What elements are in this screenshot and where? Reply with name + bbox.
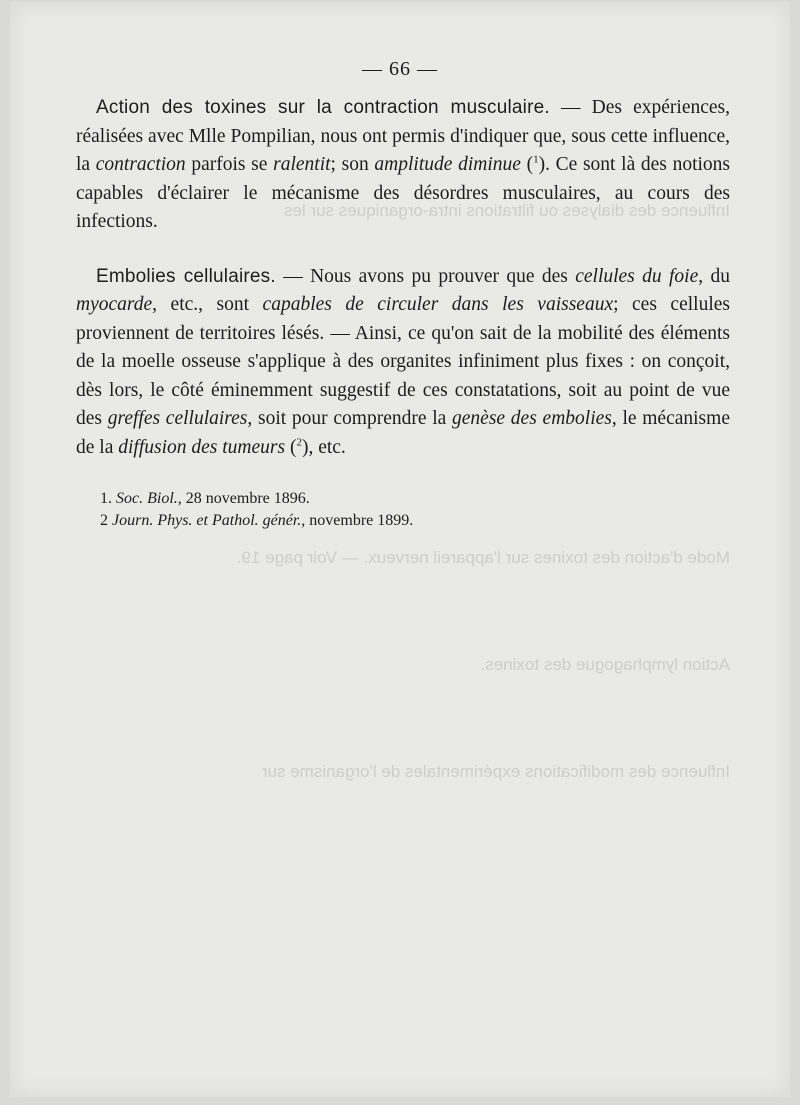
footnote-source: Soc. Biol. xyxy=(116,490,178,507)
footnote-text: , novembre 1899. xyxy=(301,512,414,529)
show-through-line: Action lymphagogue des toxines. xyxy=(480,655,730,674)
italic-term: cellules du foie xyxy=(575,265,699,287)
body-text: ( xyxy=(285,436,297,458)
body-text: , le mécanisme de la xyxy=(76,408,730,458)
italic-term: contraction xyxy=(95,154,186,175)
italic-term: amplitude diminue xyxy=(374,154,521,175)
footnote-reference: 2 xyxy=(296,436,302,448)
footnote-source: Journ. Phys. et Pathol. génér. xyxy=(112,512,302,529)
body-text: ( xyxy=(520,154,534,175)
show-through-line: Influence des dialyses ou filtrations intra-organiques sur les xyxy=(283,201,730,220)
body-text: ). Ce sont là des notions capables d'éclairer le mécanisme des désordres musculaires, au cours des infections. xyxy=(76,154,730,232)
page-body xyxy=(76,94,730,532)
italic-term: capables de circuler dans les vaisseaux xyxy=(262,294,614,315)
footnote xyxy=(100,510,730,532)
footnote-text: , 28 novembre 1896. xyxy=(177,490,310,507)
italic-term: diffusion des tumeurs xyxy=(118,436,286,458)
body-text: — Des expériences, réalisées avec Mlle Pompilian, nous ont permis d'indiquer que, sous cette influence, la xyxy=(76,97,730,175)
footnote-reference: 1 xyxy=(533,153,539,166)
show-through-line: Mode d'action des toxines sur l'appareil nerveux. — Voir page 19. xyxy=(236,548,730,567)
page-number: — 66 — xyxy=(362,58,438,80)
footnote-marker: 2 xyxy=(100,512,108,529)
italic-term: ralentit xyxy=(273,154,331,175)
italic-term: myocarde xyxy=(76,294,153,315)
body-text: ), etc. xyxy=(301,436,346,458)
section-heading: Embolies cellulaires. xyxy=(96,265,276,287)
paragraph-toxines-contraction xyxy=(76,94,730,237)
italic-term: genèse des embolies xyxy=(452,408,612,429)
footnote xyxy=(100,488,730,510)
body-text: , etc., sont xyxy=(152,294,263,315)
footnotes xyxy=(100,488,730,532)
body-text: ; son xyxy=(330,154,375,175)
footnote-marker: 1. xyxy=(100,490,112,507)
section-heading: Action des toxines sur la contraction musculaire. xyxy=(96,97,550,118)
body-text: parfois se xyxy=(185,154,274,175)
body-text: — Nous avons pu prouver que des xyxy=(275,265,576,287)
paragraph-embolies-cellulaires xyxy=(76,263,730,463)
document-page xyxy=(10,2,790,1097)
body-text: , soit pour comprendre la xyxy=(247,408,453,429)
body-text: ; ces cellules proviennent de territoires lésés. — Ainsi, ce qu'on sait de la mobilité des éléments de la moelle osseuse s'applique à des organites infiniment plus fixes : on conçoit, dès lors, le côté éminemment suggestif de ces constatations, soit au point de vue des xyxy=(76,294,730,429)
italic-term: greffes cellulaires xyxy=(107,408,248,429)
body-text: , du xyxy=(698,265,730,287)
show-through-line: Influence des modifications expérimentales de l'organisme sur xyxy=(261,762,730,781)
